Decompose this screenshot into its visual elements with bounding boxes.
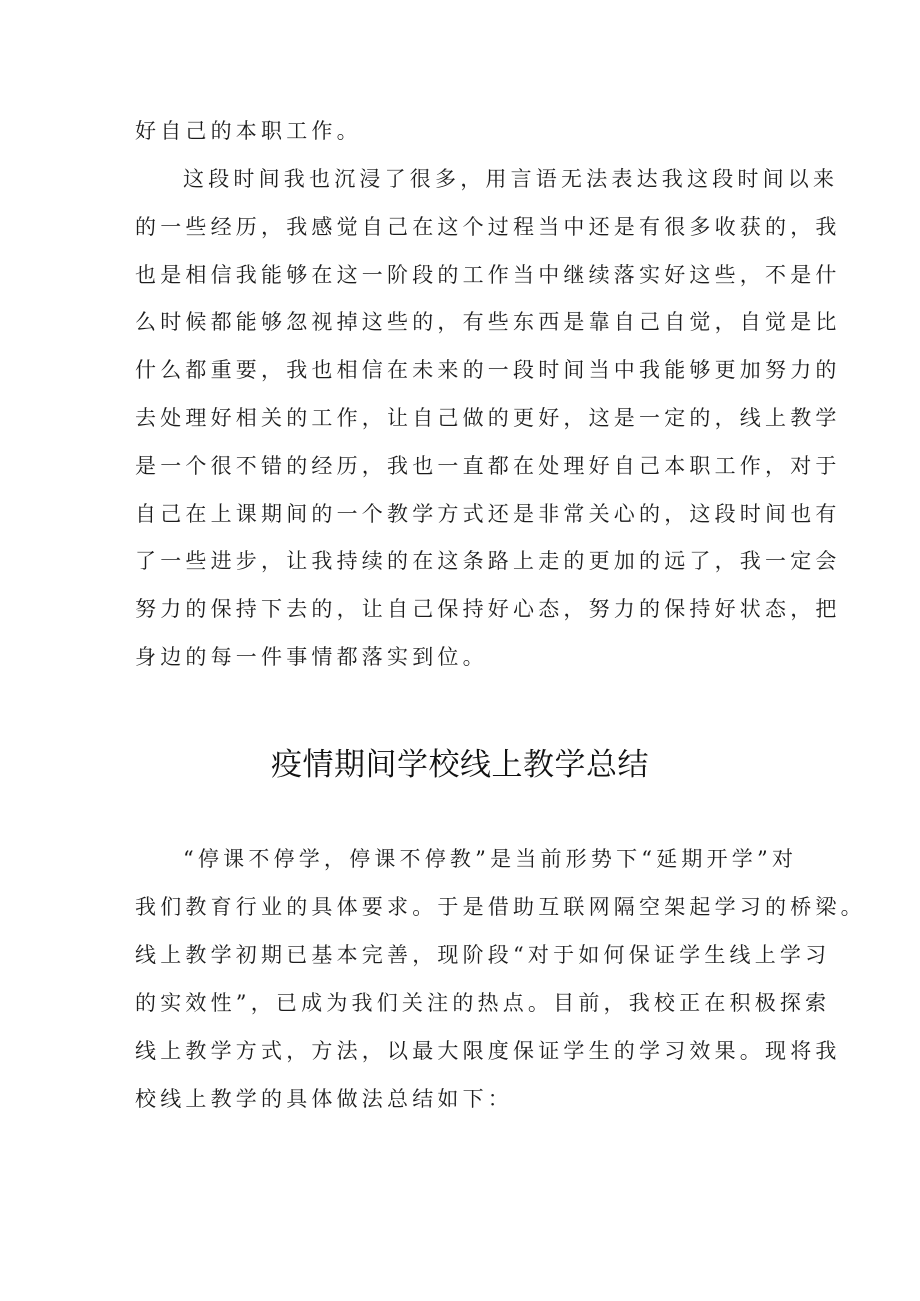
paragraph-line: 这段时间我也沉浸了很多，用言语无法表达我这段时间以来 [183, 167, 839, 191]
paragraph-line: 好自己的本职工作。 [135, 119, 362, 143]
paragraph-line: 什么都重要，我也相信在未来的一段时间当中我能够更加努力的 [135, 358, 841, 382]
paragraph-line: “停课不停学，停课不停教”是当前形势下“延期开学”对 [183, 847, 798, 871]
section-title: 疫情期间学校线上教学总结 [271, 747, 649, 783]
paragraph-line: 身边的每一件事情都落实到位。 [135, 645, 488, 669]
paragraph-line: 我们教育行业的具体要求。于是借助互联网隔空架起学习的桥梁。 [135, 895, 866, 919]
paragraph-line: 了一些进步，让我持续的在这条路上走的更加的远了，我一定会 [135, 549, 841, 573]
paragraph-line: 也是相信我能够在这一阶段的工作当中继续落实好这些，不是什 [135, 263, 841, 287]
paragraph-line: 是一个很不错的经历，我也一直都在处理好自己本职工作，对于 [135, 454, 841, 478]
paragraph-line: 么时候都能够忽视掉这些的，有些东西是靠自己自觉，自觉是比 [135, 310, 841, 334]
paragraph-line: 努力的保持下去的，让自己保持好心态，努力的保持好状态，把 [135, 597, 841, 621]
paragraph-line: 自己在上课期间的一个教学方式还是非常关心的，这段时间也有 [135, 502, 841, 526]
paragraph-line: 线上教学方式，方法，以最大限度保证学生的学习效果。现将我 [135, 1039, 841, 1063]
paragraph-line: 校线上教学的具体做法总结如下： [135, 1087, 513, 1111]
paragraph-line: 的实效性”，已成为我们关注的热点。目前，我校正在积极探索 [135, 991, 831, 1015]
paragraph-line: 的一些经历，我感觉自己在这个过程当中还是有很多收获的，我 [135, 215, 841, 239]
paragraph-line: 去处理好相关的工作，让自己做的更好，这是一定的，线上教学 [135, 406, 841, 430]
paragraph-line: 线上教学初期已基本完善，现阶段“对于如何保证学生线上学习 [135, 943, 831, 967]
